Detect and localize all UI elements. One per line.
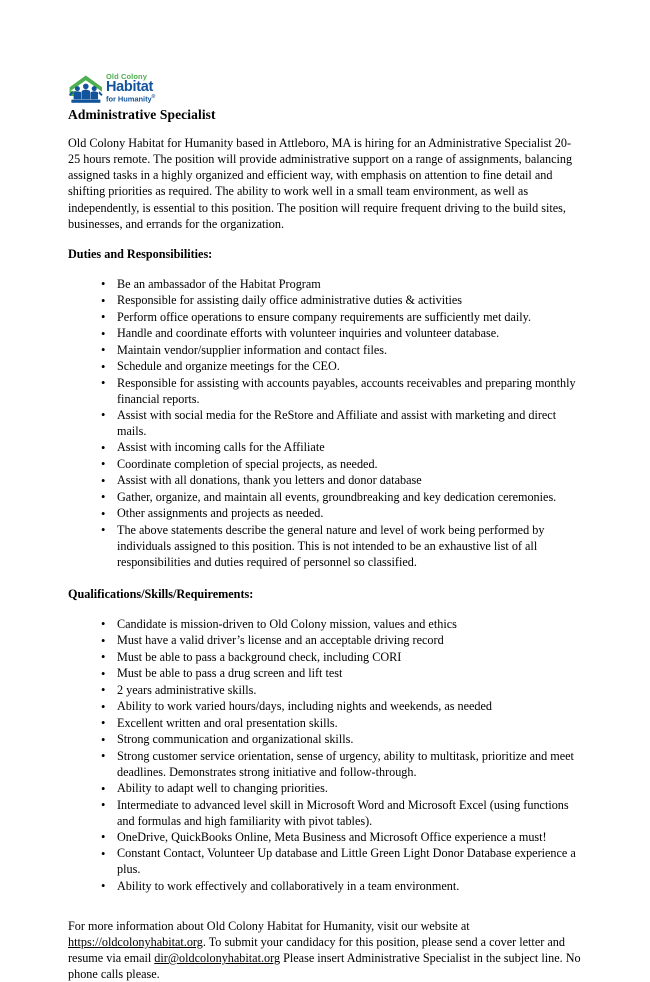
list-item: • The above statements describe the general nature and level of work being performed by individuals assigned to this position. This is not intended to be an exhaustive list of all responsibilities and duties required of personnel so classified. [68, 523, 582, 571]
list-item: • Must be able to pass a background check, including CORI [68, 650, 582, 666]
list-item: • Maintain vendor/supplier information and contact files. [68, 343, 582, 359]
logo-wordmark [106, 73, 155, 104]
list-item: • Strong customer service orientation, sense of urgency, ability to multitask, prioritize and meet deadlines. Demonstrates strong initiative and follow-through. [68, 749, 582, 781]
list-item: • Strong communication and organizational skills. [68, 732, 582, 748]
duties-list [68, 277, 582, 571]
list-item: • Handle and coordinate efforts with volunteer inquiries and volunteer database. [68, 326, 582, 342]
list-item: • Assist with incoming calls for the Affiliate [68, 440, 582, 456]
registered-trademark-symbol: ® [151, 94, 156, 100]
qualifications-list [68, 617, 582, 895]
logo-text-habitat: Habitat [106, 78, 154, 95]
contact-text-after: Please insert Administrative Specialist in the subject line. No phone calls please. [68, 951, 581, 982]
list-item: • Gather, organize, and maintain all events, groundbreaking and key dedication ceremonies. [68, 490, 582, 506]
list-item: • Intermediate to advanced level skill in Microsoft Word and Microsoft Excel (using functions and formulas and high familiarity with pivot tables). [68, 798, 582, 830]
list-item: • Excellent written and oral presentation skills. [68, 716, 582, 732]
email-link[interactable]: dir@oldcolonyhabitat.org [154, 951, 281, 966]
website-link[interactable]: https://oldcolonyhabitat.org [68, 935, 203, 950]
logo-text-for-humanity: for Humanity® [106, 94, 156, 104]
qualifications-heading: Qualifications/Skills/Requirements: [68, 586, 254, 601]
list-item: • Responsible for assisting with accounts payables, accounts receivables and preparing monthly financial reports. [68, 376, 582, 408]
list-item: • 2 years administrative skills. [68, 683, 582, 699]
list-item: • Must be able to pass a drug screen and lift test [68, 666, 582, 682]
intro-paragraph: Old Colony Habitat for Humanity based in Attleboro, MA is hiring for an Administrative Specialist 20-25 hours remote. The position will provide administrative support on a range of assignments, balancing assigned tasks in a highly organized and efficient way, with emphasis on attention to fine detail and shifting priorities as required. The ability to work well in a small team environment, as well as independently, is essential to this position. The position will require frequent driving to the build sites, businesses, and errands for the organization. [68, 136, 573, 231]
page-title: Administrative Specialist [68, 107, 216, 122]
list-item: • Ability to work effectively and collaboratively in a team environment. [68, 879, 582, 895]
list-item: • Be an ambassador of the Habitat Program [68, 277, 582, 293]
contact-paragraph [68, 918, 582, 982]
list-item: • Must have a valid driver’s license and an acceptable driving record [68, 633, 582, 649]
list-item: • Coordinate completion of special projects, as needed. [68, 457, 582, 473]
list-item: • Perform office operations to ensure company requirements are sufficiently met daily. [68, 310, 582, 326]
list-item: • Assist with all donations, thank you letters and donor database [68, 473, 582, 489]
duties-heading: Duties and Responsibilities: [68, 246, 213, 261]
logo-text-old-colony: Old Colony [106, 71, 147, 81]
list-item: • Schedule and organize meetings for the CEO. [68, 359, 582, 375]
list-item: • Constant Contact, Volunteer Up database and Little Green Light Donor Database experience a plus. [68, 846, 582, 878]
list-item: • Responsible for assisting daily office administrative duties & activities [68, 293, 582, 309]
contact-text-before-website: For more information about Old Colony Habitat for Humanity, visit our website at [68, 918, 470, 933]
list-item: • Ability to adapt well to changing priorities. [68, 781, 582, 797]
list-item: • Ability to work varied hours/days, including nights and weekends, as needed [68, 699, 582, 715]
list-item: • Assist with social media for the ReStore and Affiliate and assist with marketing and direct mails. [68, 408, 582, 440]
contact-text-between: . To submit your candidacy for this position, please send a cover letter and resume via email [68, 935, 565, 966]
organization-logo [68, 70, 582, 104]
list-item: • OneDrive, QuickBooks Online, Meta Business and Microsoft Office experience a must! [68, 830, 582, 846]
list-item: • Candidate is mission-driven to Old Colony mission, values and ethics [68, 617, 582, 633]
habitat-house-people-icon [68, 74, 104, 104]
list-item: • Other assignments and projects as needed. [68, 506, 582, 522]
